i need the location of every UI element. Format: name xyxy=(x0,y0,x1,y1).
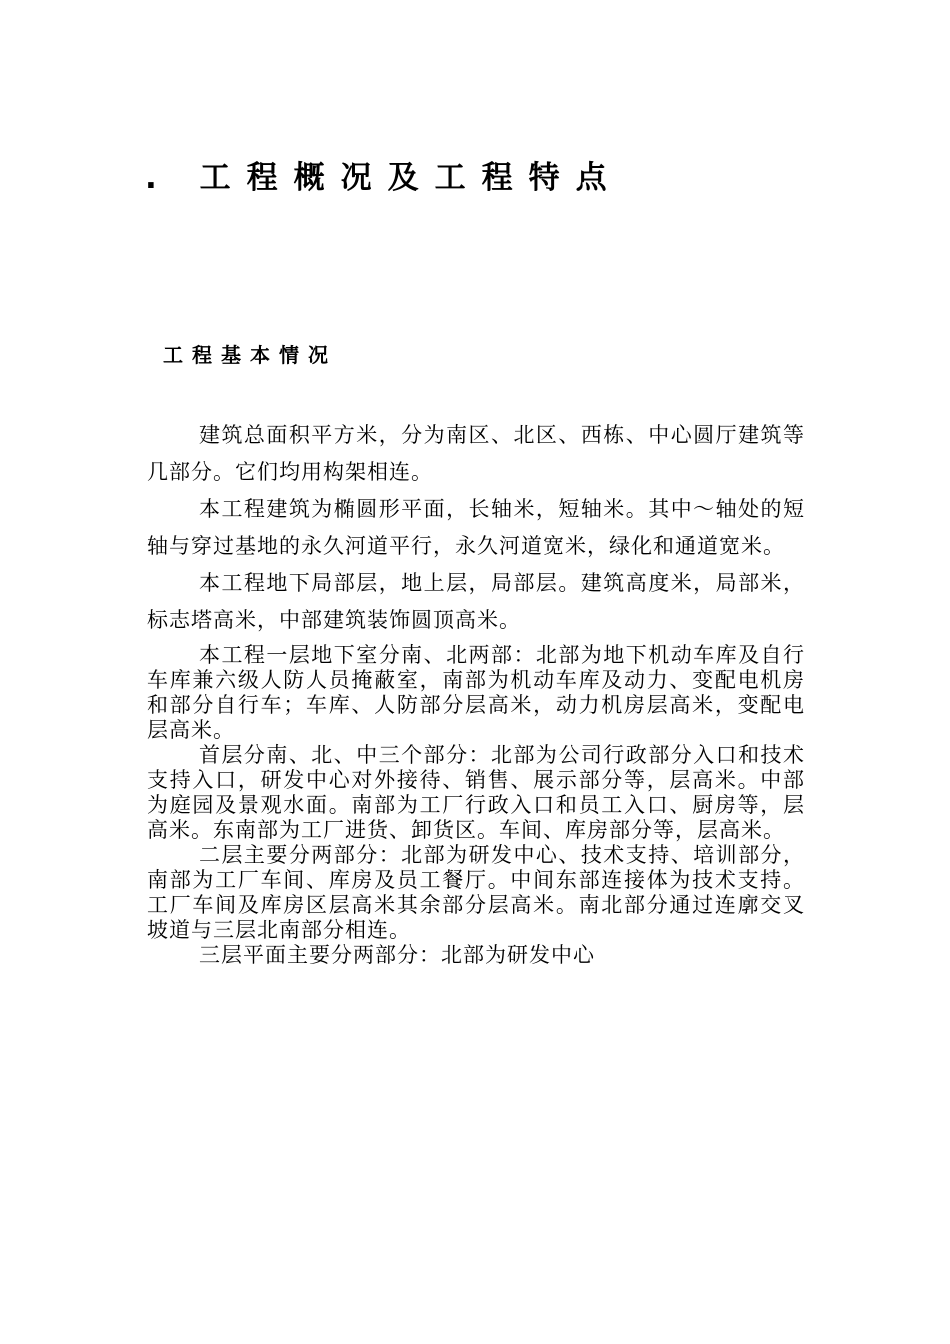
body-text xyxy=(147,417,805,968)
paragraph-floors-height: 本工程地下局部层，地上层，局部层。建筑高度米，局部米，标志塔高米，中部建筑装饰圆顶高米。 xyxy=(147,571,805,632)
chapter-title: . 工程概况及工程特点 xyxy=(145,160,623,196)
paragraph-third-floor: 三层平面主要分两部分：北部为研发中心 xyxy=(199,943,595,967)
section-title: 工程基本情况 xyxy=(163,343,337,367)
paragraph-second-floor: 二层主要分两部分：北部为研发中心、技术支持、培训部分，南部为工厂车间、库房及员工餐厅。中间东部连接体为技术支持。工厂车间及库房区层高米其余部分层高米。南北部分通过连廓交叉坡道与三层北南部分相连。 xyxy=(147,843,805,942)
paragraph-total-area: 建筑总面积平方米，分为南区、北区、西栋、中心圆厅建筑等几部分。它们均用构架相连。 xyxy=(147,423,805,484)
paragraph-first-floor: 首层分南、北、中三个部分：北部为公司行政部分入口和技术支持入口，研发中心对外接待、销售、展示部分等，层高米。中部为庭园及景观水面。南部为工厂行政入口和员工入口、厨房等，层高米。东南部为工厂进货、卸货区。车间、库房部分等，层高米。 xyxy=(147,743,805,842)
paragraph-basement: 本工程一层地下室分南、北两部：北部为地下机动车库及自行车库兼六级人防人员掩蔽室，南部为机动车库及动力、变配电机房和部分自行车；车库、人防部分层高米，动力机房层高米，变配电层高米。 xyxy=(147,643,805,742)
paragraph-plan-shape: 本工程建筑为椭圆形平面，长轴米，短轴米。其中～轴处的短轴与穿过基地的永久河道平行，永久河道宽米，绿化和通道宽米。 xyxy=(147,497,805,558)
